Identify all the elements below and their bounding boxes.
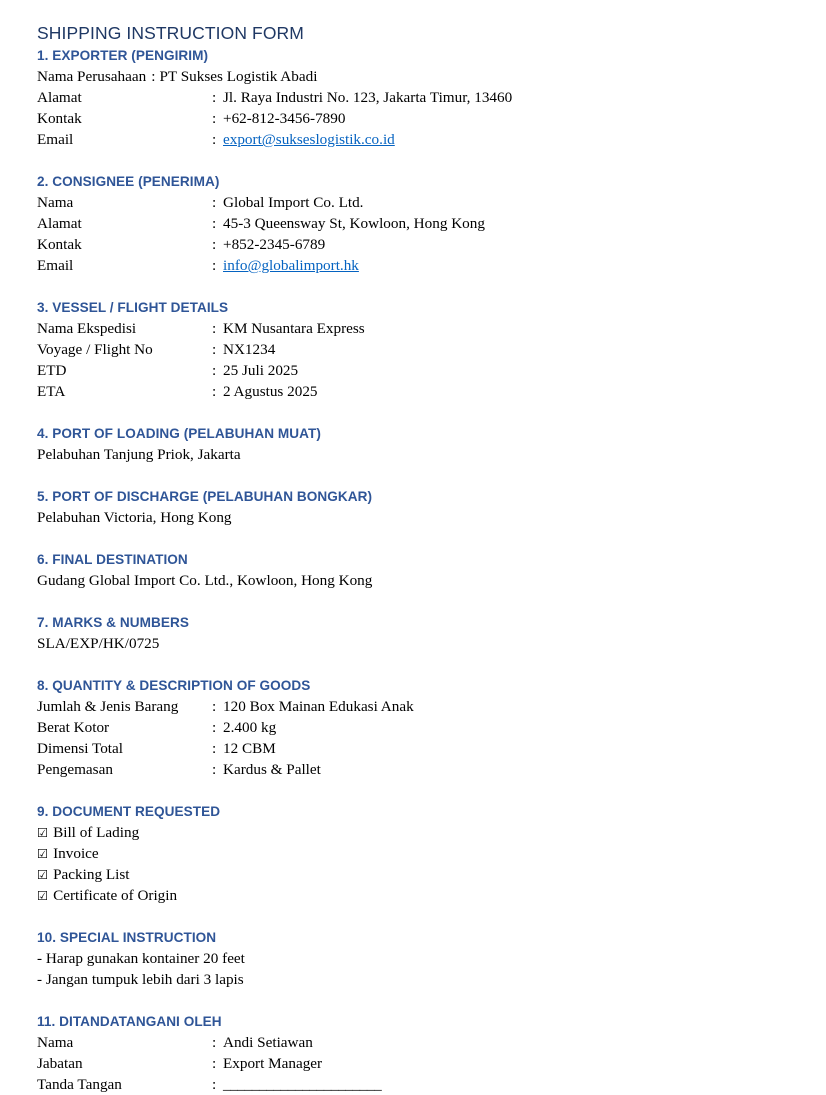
field-label: Kontak xyxy=(37,110,82,127)
section-heading-port-of-discharge: 5. PORT OF DISCHARGE (PELABUHAN BONGKAR) xyxy=(37,489,373,504)
field-row-nama xyxy=(37,192,790,213)
checkbox-checked-icon[interactable]: ☑ xyxy=(37,845,49,861)
checklist-item-label: Certificate of Origin xyxy=(53,887,178,904)
marks-and-numbers-value: SLA/EXP/HK/0725 xyxy=(37,635,160,652)
field-separator: : xyxy=(212,740,217,757)
field-separator: : xyxy=(151,68,156,85)
field-label: Email xyxy=(37,257,74,274)
field-label: Jumlah & Jenis Barang xyxy=(37,698,179,715)
field-separator: : xyxy=(212,719,217,736)
section-special-instruction xyxy=(37,927,790,990)
field-value: Export Manager xyxy=(223,1055,323,1072)
field-value: 12 CBM xyxy=(223,740,276,757)
section-heading-signed-by: 11. DITANDATANGANI OLEH xyxy=(37,1014,222,1029)
field-row-nama-ekspedisi xyxy=(37,318,790,339)
field-value: PT Sukses Logistik Abadi xyxy=(159,68,318,85)
checklist-item-bill-of-lading[interactable] xyxy=(37,822,790,843)
checkbox-checked-icon[interactable]: ☑ xyxy=(37,824,49,840)
section-heading-vessel: 3. VESSEL / FLIGHT DETAILS xyxy=(37,300,229,315)
checkbox-checked-icon[interactable]: ☑ xyxy=(37,887,49,903)
field-label: Berat Kotor xyxy=(37,719,110,736)
field-label: Kontak xyxy=(37,236,82,253)
field-label: Email xyxy=(37,131,74,148)
field-row-pengemasan xyxy=(37,759,790,780)
field-row-voyage-flight-no xyxy=(37,339,790,360)
field-separator: : xyxy=(212,236,217,253)
field-separator: : xyxy=(212,1055,217,1072)
field-row-jumlah-jenis-barang xyxy=(37,696,790,717)
field-value: Jl. Raya Industri No. 123, Jakarta Timur, 13460 xyxy=(223,89,513,106)
port-of-discharge-value: Pelabuhan Victoria, Hong Kong xyxy=(37,509,232,526)
section-quantity-and-description xyxy=(37,675,790,780)
field-value: 2 Agustus 2025 xyxy=(223,383,318,400)
section-port-of-discharge xyxy=(37,486,790,528)
field-row-dimensi-total xyxy=(37,738,790,759)
section-marks-and-numbers xyxy=(37,612,790,654)
field-row-etd xyxy=(37,360,790,381)
field-row-jabatan xyxy=(37,1053,790,1074)
special-instruction-line: - Harap gunakan kontainer 20 feet xyxy=(37,950,245,967)
port-of-loading-value: Pelabuhan Tanjung Priok, Jakarta xyxy=(37,446,241,463)
field-separator: : xyxy=(212,257,217,274)
field-value: +852-2345-6789 xyxy=(223,236,326,253)
field-separator: : xyxy=(212,131,217,148)
field-row-kontak xyxy=(37,234,790,255)
checklist-item-label: Bill of Lading xyxy=(53,824,140,841)
field-row-alamat xyxy=(37,87,790,108)
section-signed-by xyxy=(37,1011,790,1095)
section-exporter xyxy=(37,45,790,150)
section-port-of-loading xyxy=(37,423,790,465)
field-label: Pengemasan xyxy=(37,761,113,778)
field-separator: : xyxy=(212,215,217,232)
field-row-eta xyxy=(37,381,790,402)
field-label: ETD xyxy=(37,362,67,379)
field-value: 45-3 Queensway St, Kowloon, Hong Kong xyxy=(223,215,485,232)
field-label: ETA xyxy=(37,383,66,400)
field-value: Global Import Co. Ltd. xyxy=(223,194,364,211)
section-heading-port-of-loading: 4. PORT OF LOADING (PELABUHAN MUAT) xyxy=(37,426,321,441)
field-row-alamat xyxy=(37,213,790,234)
section-heading-marks-and-numbers: 7. MARKS & NUMBERS xyxy=(37,615,189,630)
field-separator: : xyxy=(212,761,217,778)
field-label: Voyage / Flight No xyxy=(37,341,153,358)
page-title: SHIPPING INSTRUCTION FORM xyxy=(37,23,304,43)
field-label: Nama xyxy=(37,1034,74,1051)
section-vessel-flight-details xyxy=(37,297,790,402)
field-row-nama xyxy=(37,1032,790,1053)
signature-line[interactable]: ______________________ xyxy=(223,1076,382,1093)
section-heading-consignee: 2. CONSIGNEE (PENERIMA) xyxy=(37,174,220,189)
field-separator: : xyxy=(212,362,217,379)
field-separator: : xyxy=(212,341,217,358)
field-row-email xyxy=(37,255,790,276)
section-document-requested xyxy=(37,801,790,906)
section-heading-special-instruction: 10. SPECIAL INSTRUCTION xyxy=(37,930,217,945)
field-separator: : xyxy=(212,1034,217,1051)
checklist-item-invoice[interactable] xyxy=(37,843,790,864)
section-consignee xyxy=(37,171,790,276)
vessel-field-list xyxy=(37,318,790,402)
field-label: Dimensi Total xyxy=(37,740,123,757)
signed-by-field-list xyxy=(37,1032,790,1095)
field-label: Nama Ekspedisi xyxy=(37,320,137,337)
field-value: 25 Juli 2025 xyxy=(223,362,299,379)
exporter-field-list xyxy=(37,66,790,150)
field-label: Nama xyxy=(37,194,74,211)
section-heading-quantity: 8. QUANTITY & DESCRIPTION OF GOODS xyxy=(37,678,311,693)
field-separator: : xyxy=(212,320,217,337)
field-value: KM Nusantara Express xyxy=(223,320,365,337)
field-label: Alamat xyxy=(37,215,82,232)
field-separator: : xyxy=(212,698,217,715)
section-final-destination xyxy=(37,549,790,591)
field-value: 2.400 kg xyxy=(223,719,277,736)
field-label: Nama Perusahaan xyxy=(37,68,147,85)
field-separator: : xyxy=(212,383,217,400)
field-row-kontak xyxy=(37,108,790,129)
section-heading-document-requested: 9. DOCUMENT REQUESTED xyxy=(37,804,221,819)
special-instruction-line: - Jangan tumpuk lebih dari 3 lapis xyxy=(37,971,244,988)
checklist-item-label: Invoice xyxy=(53,845,99,862)
field-separator: : xyxy=(212,110,217,127)
field-row-berat-kotor xyxy=(37,717,790,738)
field-separator: : xyxy=(212,1076,217,1093)
checklist-item-label: Packing List xyxy=(53,866,130,883)
field-row-nama-perusahaan xyxy=(37,66,790,87)
field-value: +62-812-3456-7890 xyxy=(223,110,346,127)
section-heading-final-destination: 6. FINAL DESTINATION xyxy=(37,552,188,567)
quantity-field-list xyxy=(37,696,790,780)
field-label: Jabatan xyxy=(37,1055,83,1072)
email-link-exporter[interactable]: export@sukseslogistik.co.id xyxy=(223,131,395,148)
email-link-consignee[interactable]: info@globalimport.hk xyxy=(223,257,359,274)
field-label: Tanda Tangan xyxy=(37,1076,122,1093)
field-value: Kardus & Pallet xyxy=(223,761,321,778)
field-label: Alamat xyxy=(37,89,82,106)
section-heading-exporter: 1. EXPORTER (PENGIRIM) xyxy=(37,48,209,63)
document-checklist xyxy=(37,822,790,906)
checklist-item-packing-list[interactable] xyxy=(37,864,790,885)
field-separator: : xyxy=(212,89,217,106)
final-destination-value: Gudang Global Import Co. Ltd., Kowloon, Hong Kong xyxy=(37,572,373,589)
field-separator: : xyxy=(212,194,217,211)
checkbox-checked-icon[interactable]: ☑ xyxy=(37,866,49,882)
checklist-item-certificate-of-origin[interactable] xyxy=(37,885,790,906)
field-value: Andi Setiawan xyxy=(223,1034,313,1051)
field-row-email xyxy=(37,129,790,150)
field-row-tanda-tangan xyxy=(37,1074,790,1095)
field-value: NX1234 xyxy=(223,341,276,358)
consignee-field-list xyxy=(37,192,790,276)
field-value: 120 Box Mainan Edukasi Anak xyxy=(223,698,414,715)
